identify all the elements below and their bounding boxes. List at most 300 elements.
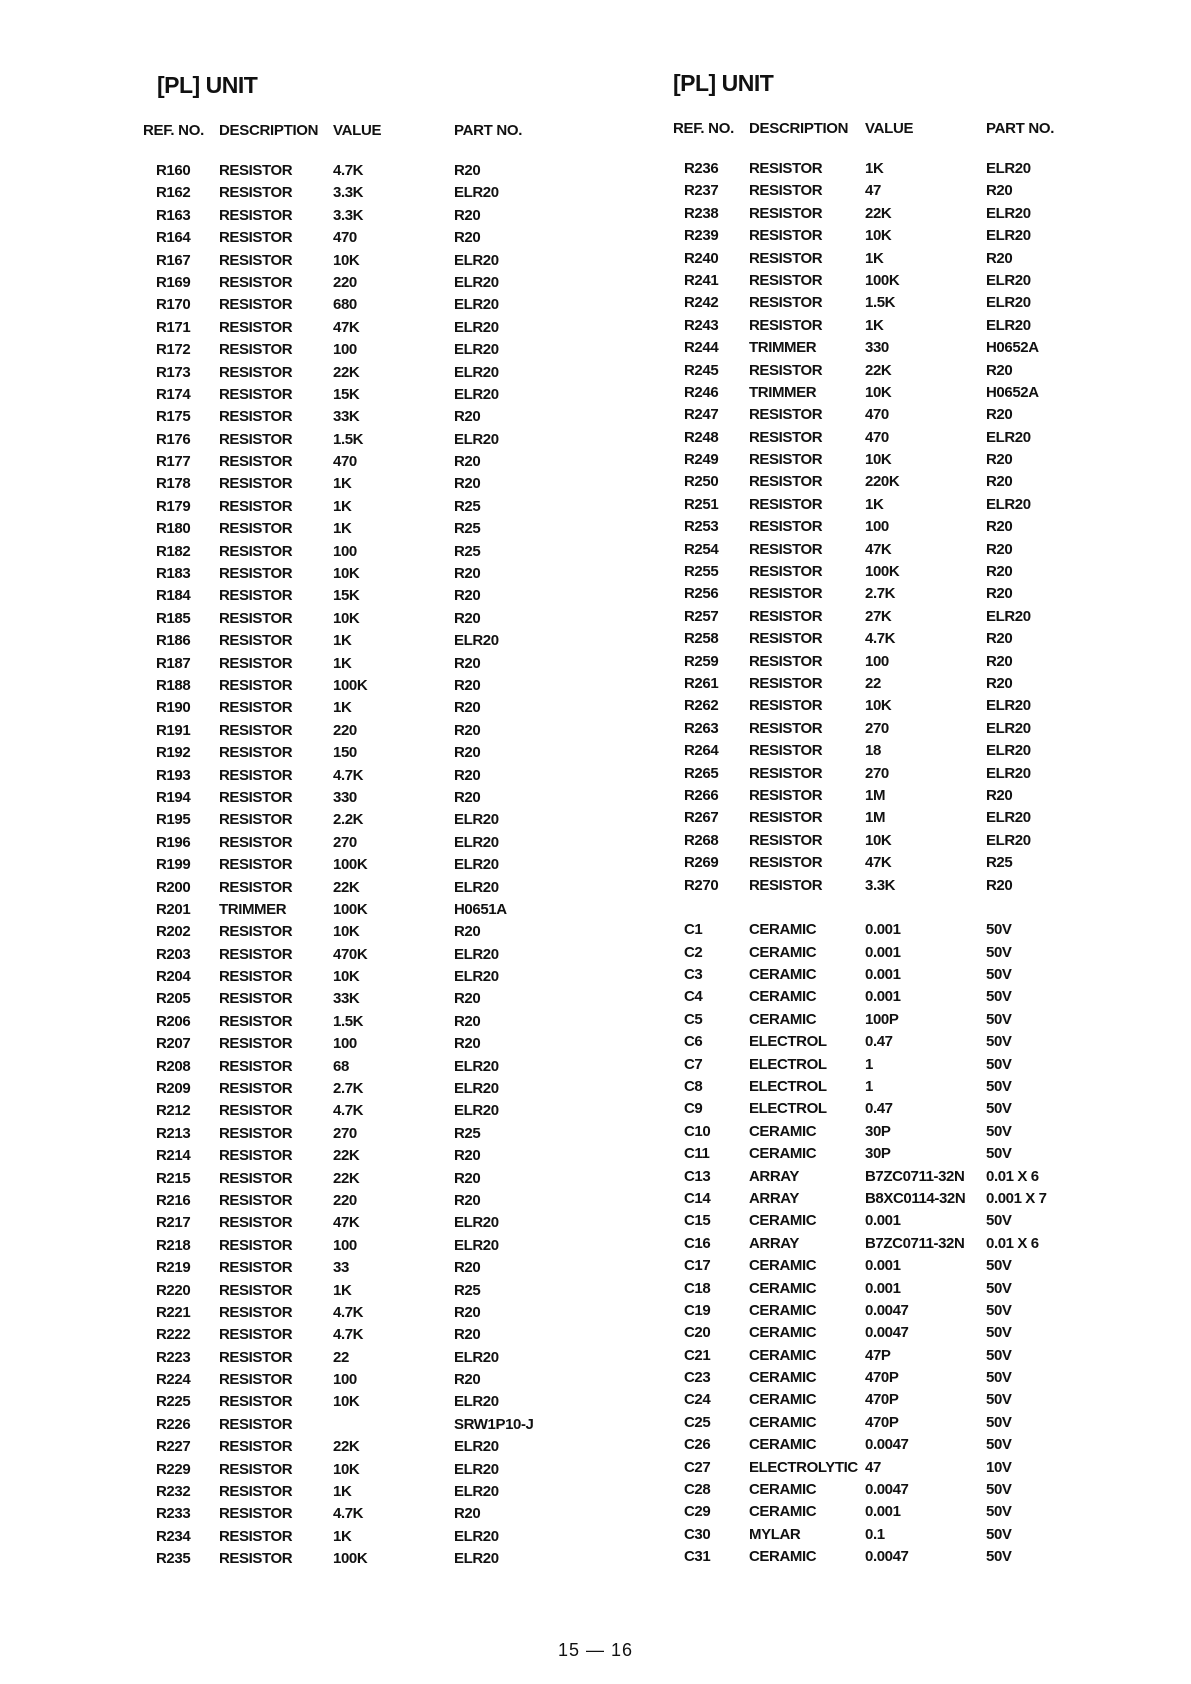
part-ref: R263 — [684, 719, 719, 737]
part-ref: R180 — [156, 520, 191, 538]
part-desc: RESISTOR — [219, 1057, 293, 1075]
part-val: 470K — [333, 945, 368, 963]
part-ref: C31 — [684, 1548, 711, 1566]
part-ref: C25 — [684, 1413, 711, 1431]
part-desc: CERAMIC — [749, 1010, 817, 1028]
part-desc: RESISTOR — [219, 385, 293, 403]
part-part: ELR20 — [454, 273, 499, 291]
part-ref: C27 — [684, 1458, 711, 1476]
left-header-ref: REF. NO. — [143, 122, 204, 139]
part-val: 1M — [865, 809, 886, 827]
part-ref: R185 — [156, 609, 191, 627]
part-desc: RESISTOR — [219, 1169, 293, 1187]
part-val: 27K — [865, 607, 892, 625]
part-val: 10K — [865, 831, 892, 849]
left-header-value: VALUE — [333, 122, 382, 139]
part-ref: R195 — [156, 811, 191, 829]
left-header-part: PART NO. — [454, 122, 523, 139]
part-desc: RESISTOR — [219, 1035, 293, 1053]
part-ref: R164 — [156, 229, 191, 247]
part-desc: ELECTROL — [749, 1100, 827, 1118]
part-val: 3.3K — [333, 184, 364, 202]
part-ref: C29 — [684, 1503, 711, 1521]
part-desc: CERAMIC — [749, 1503, 817, 1521]
part-val: 100K — [333, 1550, 368, 1568]
part-part: 50V — [986, 1413, 1012, 1431]
part-val: 150 — [333, 744, 357, 762]
part-part: R20 — [986, 451, 1013, 469]
part-part: R20 — [454, 1303, 481, 1321]
part-val: 1K — [333, 699, 352, 717]
part-part: ELR20 — [454, 184, 499, 202]
part-part: R25 — [454, 1281, 481, 1299]
part-ref: C21 — [684, 1346, 711, 1364]
part-part: R20 — [454, 676, 481, 694]
part-val: 100P — [865, 1010, 899, 1028]
part-desc: RESISTOR — [749, 719, 823, 737]
part-desc: CERAMIC — [749, 1145, 817, 1163]
part-part: 50V — [986, 1369, 1012, 1387]
part-desc: RESISTOR — [749, 294, 823, 312]
part-ref: R223 — [156, 1348, 191, 1366]
part-desc: RESISTOR — [219, 833, 293, 851]
part-desc: RESISTOR — [219, 811, 293, 829]
part-ref: R219 — [156, 1259, 191, 1277]
part-ref: R218 — [156, 1236, 191, 1254]
part-desc: RESISTOR — [219, 587, 293, 605]
part-val: 0.001 — [865, 1257, 901, 1275]
part-desc: RESISTOR — [219, 968, 293, 986]
part-desc: RESISTOR — [219, 453, 293, 471]
part-ref: R257 — [684, 607, 719, 625]
part-val: 4.7K — [865, 630, 896, 648]
part-ref: R178 — [156, 475, 191, 493]
part-ref: R251 — [684, 495, 719, 513]
part-ref: C11 — [684, 1145, 710, 1163]
right-header-part: PART NO. — [986, 120, 1055, 137]
part-desc: RESISTOR — [749, 540, 823, 558]
part-val: 22K — [333, 1169, 360, 1187]
part-desc: RESISTOR — [219, 990, 293, 1008]
part-val: 30P — [865, 1145, 891, 1163]
part-ref: C1 — [684, 921, 703, 939]
part-part: ELR20 — [986, 227, 1031, 245]
part-val: 47 — [865, 1458, 881, 1476]
part-desc: RESISTOR — [219, 162, 293, 179]
part-desc: RESISTOR — [749, 271, 823, 289]
part-val: 100K — [333, 676, 368, 694]
part-ref: R233 — [156, 1505, 191, 1523]
part-part: R25 — [454, 497, 481, 515]
part-desc: RESISTOR — [219, 497, 293, 515]
part-part: ELR20 — [454, 856, 499, 874]
part-desc: RESISTOR — [219, 251, 293, 269]
part-ref: R242 — [684, 294, 719, 312]
part-val: 10K — [333, 968, 360, 986]
part-part: 50V — [986, 1346, 1012, 1364]
part-part: R20 — [454, 923, 481, 941]
part-desc: ELECTROLYTIC — [749, 1458, 858, 1476]
part-ref: R209 — [156, 1080, 191, 1098]
part-ref: R248 — [684, 428, 719, 446]
part-part: 50V — [986, 988, 1012, 1006]
part-desc: RESISTOR — [219, 206, 293, 224]
part-val: 100 — [865, 652, 889, 670]
part-part: 50V — [986, 1548, 1012, 1566]
part-part: R25 — [454, 1124, 481, 1142]
part-ref: R186 — [156, 632, 191, 650]
part-ref: R175 — [156, 408, 191, 426]
part-desc: RESISTOR — [219, 1259, 293, 1277]
part-desc: RESISTOR — [219, 609, 293, 627]
part-ref: R188 — [156, 676, 191, 694]
part-val: 4.7K — [333, 766, 364, 784]
part-part: 50V — [986, 1078, 1012, 1096]
part-ref: R169 — [156, 273, 191, 291]
part-desc: RESISTOR — [749, 809, 823, 827]
part-desc: RESISTOR — [219, 1460, 293, 1478]
part-part: ELR20 — [454, 945, 499, 963]
part-part: 0.01 X 6 — [986, 1167, 1039, 1185]
part-part: ELR20 — [986, 294, 1031, 312]
part-part: ELR20 — [454, 251, 499, 269]
part-part: ELR20 — [454, 1080, 499, 1098]
part-ref: R241 — [684, 271, 719, 289]
part-val: 10K — [333, 1460, 360, 1478]
part-val: 10K — [865, 451, 892, 469]
right-header-value: VALUE — [865, 120, 914, 137]
part-val: 0.001 — [865, 1279, 901, 1297]
part-ref: R176 — [156, 430, 191, 448]
part-ref: R213 — [156, 1124, 191, 1142]
part-val: 0.0047 — [865, 1324, 909, 1342]
part-ref: R220 — [156, 1281, 191, 1299]
part-val: 1K — [865, 316, 884, 334]
part-val: 100K — [333, 900, 368, 918]
part-val: 2.7K — [865, 585, 896, 603]
part-part: R20 — [986, 630, 1013, 648]
part-desc: RESISTOR — [749, 249, 823, 267]
part-val: 1.5K — [865, 294, 896, 312]
part-val: 22K — [865, 204, 892, 222]
part-ref: R216 — [156, 1191, 191, 1209]
part-desc: RESISTOR — [749, 518, 823, 536]
part-part: ELR20 — [454, 296, 499, 314]
part-part: 50V — [986, 1279, 1012, 1297]
part-ref: R214 — [156, 1147, 191, 1165]
part-part: R25 — [986, 854, 1013, 872]
part-val: 470 — [333, 229, 357, 247]
part-desc: RESISTOR — [219, 945, 293, 963]
part-ref: R250 — [684, 473, 719, 491]
part-ref: R227 — [156, 1438, 191, 1456]
part-val: 220 — [333, 1191, 357, 1209]
part-val: 330 — [333, 788, 357, 806]
part-part: 50V — [986, 1301, 1012, 1319]
part-part: R20 — [986, 518, 1013, 536]
part-val: 470P — [865, 1413, 899, 1431]
part-part: R20 — [454, 744, 481, 762]
part-ref: R256 — [684, 585, 719, 603]
part-ref: R182 — [156, 542, 191, 560]
part-desc: ARRAY — [749, 1167, 799, 1185]
part-val: 1K — [865, 495, 884, 513]
part-val: 0.0047 — [865, 1481, 909, 1499]
part-val: 10K — [333, 1393, 360, 1411]
part-part: R20 — [454, 1326, 481, 1344]
part-desc: RESISTOR — [219, 878, 293, 896]
part-val: 15K — [333, 587, 360, 605]
part-part: R20 — [454, 1505, 481, 1523]
part-part: R20 — [454, 453, 481, 471]
part-desc: TRIMMER — [219, 900, 287, 918]
part-ref: R236 — [684, 160, 719, 177]
part-part: R20 — [986, 674, 1013, 692]
part-val: 1M — [865, 786, 886, 804]
part-part: R20 — [454, 565, 481, 583]
part-val: 10K — [333, 923, 360, 941]
part-val: 22K — [333, 878, 360, 896]
part-val: 0.47 — [865, 1033, 893, 1051]
part-desc: RESISTOR — [219, 1147, 293, 1165]
part-ref: R269 — [684, 854, 719, 872]
part-val: 2.7K — [333, 1080, 364, 1098]
part-val: 470 — [865, 406, 889, 424]
part-ref: C5 — [684, 1010, 703, 1028]
part-ref: R174 — [156, 385, 191, 403]
part-ref: R243 — [684, 316, 719, 334]
part-ref: R226 — [156, 1415, 191, 1433]
part-val: 22 — [865, 674, 881, 692]
part-val: 10K — [333, 565, 360, 583]
part-val: 1 — [865, 1078, 873, 1096]
part-ref: C7 — [684, 1055, 703, 1073]
part-ref: R202 — [156, 923, 191, 941]
part-desc: RESISTOR — [749, 831, 823, 849]
part-part: ELR20 — [986, 764, 1031, 782]
part-desc: RESISTOR — [219, 1281, 293, 1299]
part-val: 100K — [333, 856, 368, 874]
part-val: 270 — [333, 1124, 357, 1142]
part-part: R20 — [986, 652, 1013, 670]
part-val: 1.5K — [333, 430, 364, 448]
part-val: 1K — [333, 1281, 352, 1299]
part-val: 0.0047 — [865, 1436, 909, 1454]
part-part: ELR20 — [454, 318, 499, 336]
part-part: ELR20 — [986, 495, 1031, 513]
part-part: SRW1P10-J — [454, 1415, 534, 1433]
part-ref: R237 — [684, 182, 719, 200]
part-val: 22K — [333, 363, 360, 381]
part-desc: RESISTOR — [219, 923, 293, 941]
part-desc: CERAMIC — [749, 1346, 817, 1364]
part-ref: R247 — [684, 406, 719, 424]
part-desc: RESISTOR — [219, 721, 293, 739]
part-part: R20 — [986, 406, 1013, 424]
part-ref: R224 — [156, 1371, 191, 1389]
part-desc: CERAMIC — [749, 943, 817, 961]
part-part: ELR20 — [454, 833, 499, 851]
part-ref: R264 — [684, 742, 719, 760]
part-desc: RESISTOR — [219, 1191, 293, 1209]
part-ref: R208 — [156, 1057, 191, 1075]
part-desc: RESISTOR — [219, 1102, 293, 1120]
part-part: 10V — [986, 1458, 1012, 1476]
part-val: 47K — [333, 318, 360, 336]
part-part: ELR20 — [454, 811, 499, 829]
part-val: B7ZC0711-32N — [865, 1167, 965, 1185]
part-part: ELR20 — [454, 1214, 499, 1232]
part-ref: R234 — [156, 1527, 191, 1545]
part-ref: R212 — [156, 1102, 191, 1120]
part-ref: R200 — [156, 878, 191, 896]
part-part: R20 — [454, 229, 481, 247]
part-part: ELR20 — [986, 607, 1031, 625]
part-part: H0652A — [986, 383, 1039, 401]
part-ref: R270 — [684, 876, 719, 894]
part-val: 0.1 — [865, 1525, 885, 1543]
part-desc: RESISTOR — [219, 1326, 293, 1344]
part-desc: RESISTOR — [219, 520, 293, 538]
part-ref: R171 — [156, 318, 191, 336]
part-part: 50V — [986, 1324, 1012, 1342]
part-desc: ELECTROL — [749, 1078, 827, 1096]
part-part: ELR20 — [986, 809, 1031, 827]
part-ref: R258 — [684, 630, 719, 648]
part-desc: ARRAY — [749, 1234, 799, 1252]
part-desc: ARRAY — [749, 1189, 799, 1207]
part-ref: C30 — [684, 1525, 711, 1543]
part-val: 22K — [333, 1438, 360, 1456]
part-val: 0.001 — [865, 966, 901, 984]
part-val: 330 — [865, 339, 889, 357]
part-val: 0.001 — [865, 943, 901, 961]
part-val: 1K — [333, 632, 352, 650]
part-desc: RESISTOR — [219, 341, 293, 359]
part-part: R20 — [454, 721, 481, 739]
part-desc: CERAMIC — [749, 1548, 817, 1566]
part-desc: RESISTOR — [219, 565, 293, 583]
part-ref: R196 — [156, 833, 191, 851]
part-desc: RESISTOR — [219, 1505, 293, 1523]
part-part: ELR20 — [454, 363, 499, 381]
part-val: 47K — [865, 540, 892, 558]
part-val: 0.001 — [865, 921, 901, 939]
part-part: ELR20 — [454, 1527, 499, 1545]
part-desc: RESISTOR — [219, 1124, 293, 1142]
part-val: 270 — [865, 764, 889, 782]
part-desc: RESISTOR — [749, 786, 823, 804]
part-ref: R170 — [156, 296, 191, 314]
part-val: 100K — [865, 271, 900, 289]
part-val: 270 — [333, 833, 357, 851]
part-val: 18 — [865, 742, 881, 760]
part-val: 47 — [865, 182, 881, 200]
part-part: R20 — [454, 1191, 481, 1209]
part-val: 1K — [333, 654, 352, 672]
part-ref: R207 — [156, 1035, 191, 1053]
part-ref: R193 — [156, 766, 191, 784]
part-ref: C19 — [684, 1301, 711, 1319]
part-val: 470 — [865, 428, 889, 446]
part-part: R20 — [986, 249, 1013, 267]
part-part: 50V — [986, 1145, 1012, 1163]
part-val: 100 — [333, 1035, 357, 1053]
part-part: ELR20 — [986, 742, 1031, 760]
part-val: 47K — [865, 854, 892, 872]
part-part: R20 — [454, 1259, 481, 1277]
part-val: 100 — [333, 1236, 357, 1254]
part-val: 1K — [333, 475, 352, 493]
part-desc: RESISTOR — [219, 318, 293, 336]
part-desc: RESISTOR — [219, 408, 293, 426]
part-part: R20 — [986, 876, 1013, 894]
part-part: H0652A — [986, 339, 1039, 357]
part-ref: R229 — [156, 1460, 191, 1478]
part-part: 0.01 X 6 — [986, 1234, 1039, 1252]
part-part: ELR20 — [986, 831, 1031, 849]
part-ref: C28 — [684, 1481, 711, 1499]
part-ref: R203 — [156, 945, 191, 963]
part-val: 22 — [333, 1348, 349, 1366]
part-val: 470P — [865, 1391, 899, 1409]
part-val: 1K — [333, 1527, 352, 1545]
part-desc: RESISTOR — [219, 1214, 293, 1232]
part-desc: RESISTOR — [749, 742, 823, 760]
part-part: ELR20 — [454, 385, 499, 403]
part-part: 50V — [986, 1436, 1012, 1454]
part-desc: RESISTOR — [749, 451, 823, 469]
part-desc: RESISTOR — [219, 744, 293, 762]
part-val: 15K — [333, 385, 360, 403]
part-val: 4.7K — [333, 162, 364, 179]
part-val: 0.001 — [865, 988, 901, 1006]
part-ref: R172 — [156, 341, 191, 359]
part-part: ELR20 — [454, 632, 499, 650]
part-part: R20 — [454, 1035, 481, 1053]
part-ref: C24 — [684, 1391, 711, 1409]
part-desc: TRIMMER — [749, 339, 817, 357]
part-part: R20 — [454, 788, 481, 806]
part-ref: R162 — [156, 184, 191, 202]
part-ref: R266 — [684, 786, 719, 804]
part-ref: R167 — [156, 251, 191, 269]
part-part: R20 — [454, 609, 481, 627]
part-desc: RESISTOR — [749, 160, 823, 177]
part-val: 33K — [333, 990, 360, 1008]
part-part: ELR20 — [986, 204, 1031, 222]
part-ref: C13 — [684, 1167, 711, 1185]
part-desc: TRIMMER — [749, 383, 817, 401]
part-part: ELR20 — [454, 1057, 499, 1075]
part-part: H0651A — [454, 900, 507, 918]
part-ref: C6 — [684, 1033, 703, 1051]
part-desc: RESISTOR — [749, 227, 823, 245]
part-ref: R221 — [156, 1303, 191, 1321]
part-part: 50V — [986, 1122, 1012, 1140]
part-part: R20 — [454, 475, 481, 493]
part-part: R20 — [986, 361, 1013, 379]
part-desc: RESISTOR — [219, 363, 293, 381]
part-part: R20 — [454, 1371, 481, 1389]
part-desc: RESISTOR — [219, 296, 293, 314]
part-val: 0.0047 — [865, 1301, 909, 1319]
part-val: B8XC0114-32N — [865, 1189, 966, 1207]
part-desc: MYLAR — [749, 1525, 801, 1543]
part-ref: R217 — [156, 1214, 191, 1232]
part-ref: C14 — [684, 1189, 711, 1207]
part-part: R20 — [986, 563, 1013, 581]
